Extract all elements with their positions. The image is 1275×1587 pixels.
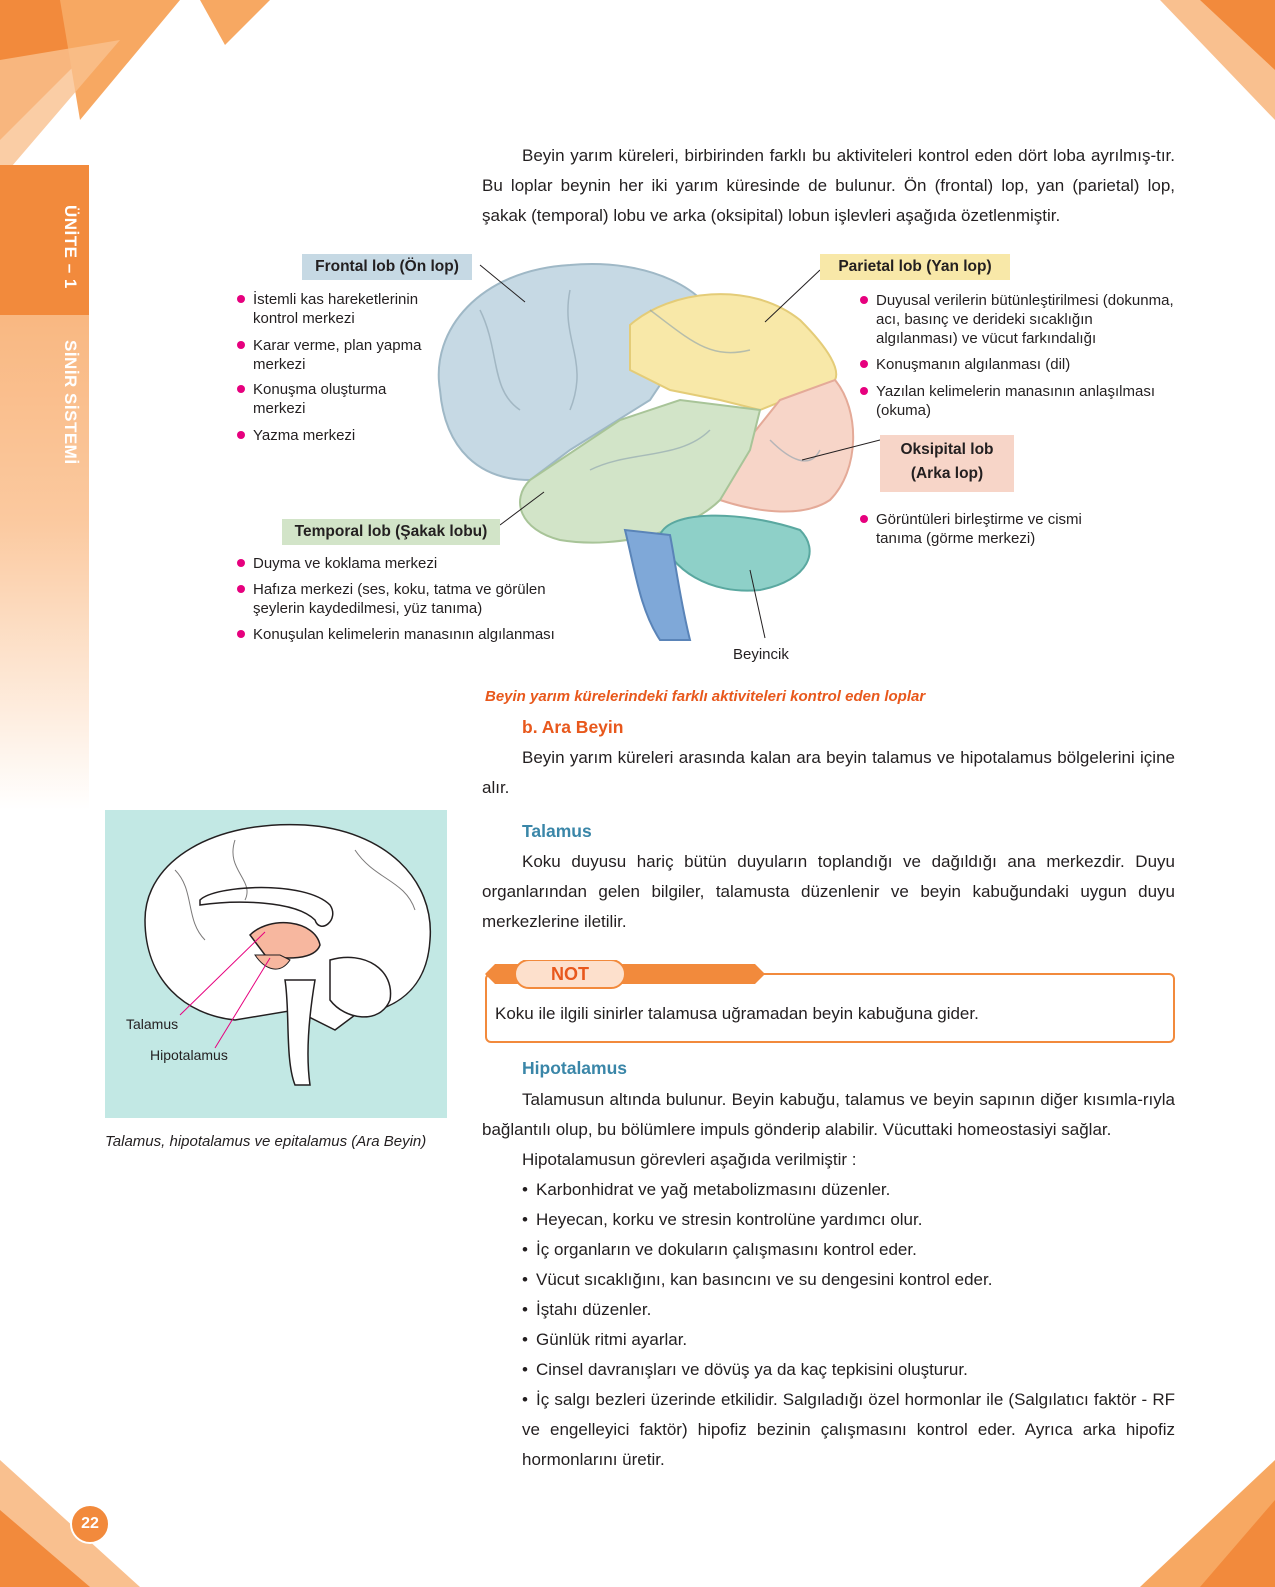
unit-label: ÜNİTE – 1 [61, 205, 80, 289]
hipotalamus-item-6: • Günlük ritmi ayarlar. [522, 1330, 688, 1349]
section-b-title: b. Ara Beyin [522, 717, 624, 737]
hipotalamus-item-8: • İç salgı bezleri üzerinde etkilidir. Salgıladığı özel hormonlar ile (Salgılatıcı faktör - RF ve engelleyici faktör) hipofiz bezinin çalışmasını kontrol eder. Ayrıca arka hipofiz hormonlarını üretir. [522, 1390, 1175, 1469]
frontal-lobe-title: Frontal lob (Ön lop) [302, 254, 472, 280]
talamus-label: Talamus [126, 1016, 179, 1032]
section-b-text: Beyin yarım küreleri arasında kalan ara beyin talamus ve hipotalamus bölgelerini içine alır. [482, 748, 1175, 797]
hipotalamus-item-3: • İç organların ve dokuların çalışmasını kontrol eder. [522, 1240, 917, 1259]
frontal-item-3: Konuşma oluşturma merkezi [253, 380, 413, 418]
hipotalamus-item-7: • Cinsel davranışları ve dövüş ya da kaç tepkisini oluşturur. [522, 1360, 968, 1379]
hipotalamus-item-4: • Vücut sıcaklığını, kan basıncını ve su dengesini kontrol eder. [522, 1270, 993, 1289]
hipotalamus-title: Hipotalamus [522, 1058, 628, 1078]
cerebellum-label: Beyincik [733, 646, 789, 663]
hipotalamus-text: Talamusun altında bulunur. Beyin kabuğu, talamus ve beyin sapının diğer kısımla-rıyla bağlantılı olup, bu bölümlere impuls gönderip alabilir. Vücuttaki homeostasiyi sağlar. [482, 1090, 1175, 1139]
frontal-item-2: Karar verme, plan yapma merkezi [253, 336, 453, 374]
talamus-title: Talamus [522, 821, 592, 841]
note-text: Koku ile ilgili sinirler talamusa uğramadan beyin kabuğuna gider. [495, 1004, 979, 1023]
diencephalon-illustration [105, 810, 447, 1118]
figure1-caption: Beyin yarım kürelerindeki farklı aktiviteleri kontrol eden loplar [485, 688, 926, 705]
temporal-lobe-title: Temporal lob (Şakak lobu) [282, 519, 500, 545]
frontal-item-1: İstemli kas hareketlerinin kontrol merkezi [253, 290, 453, 328]
hipotalamus-item-2: • Heyecan, korku ve stresin kontrolüne yardımcı olur. [522, 1210, 923, 1229]
parietal-item-3: Yazılan kelimelerin manasının anlaşılması (okuma) [876, 382, 1176, 420]
intro-paragraph: Beyin yarım küreleri, birbirinden farklı bu aktiviteleri kontrol eden dört loba ayrılmış-tır. Bu loplar beynin her iki yarım küresinde de bulunur. Ön (frontal) lop, yan (parietal) lop, şakak (temporal) lobu ve arka (oksipital) lobun işlevleri aşağıda özetlenmiştir. [482, 146, 1175, 225]
figure2-caption: Talamus, hipotalamus ve epitalamus (Ara Beyin) [105, 1133, 427, 1150]
parietal-item-2: Konuşmanın algılanması (dil) [876, 355, 1176, 374]
occipital-item-1: Görüntüleri birleştirme ve cismi tanıma (görme merkezi) [876, 510, 1106, 548]
occipital-lobe-title: Oksipital lob (Arka lop) [880, 435, 1014, 492]
frontal-item-4: Yazma merkezi [253, 426, 453, 445]
hipotalamus-item-5: • İştahı düzenler. [522, 1300, 652, 1319]
page-number: 22 [70, 1504, 110, 1544]
talamus-text: Koku duyusu hariç bütün duyuların toplandığı ve dağıldığı ana merkezdir. Duyu organlarından gelen bilgiler, talamusta düzenlenir ve beyin kabuğundaki uygun duyu merkezlerine iletilir. [482, 852, 1175, 931]
note-label: NOT [551, 964, 589, 984]
hipotalamus-list-intro: Hipotalamusun görevleri aşağıda verilmiştir : [522, 1150, 857, 1169]
hipotalamus-label: Hipotalamus [150, 1047, 228, 1063]
parietal-lobe-title: Parietal lob (Yan lop) [820, 254, 1010, 280]
chapter-label: SİNİR SİSTEMİ [61, 340, 80, 465]
temporal-item-1: Duyma ve koklama merkezi [253, 554, 513, 573]
temporal-item-2: Hafıza merkezi (ses, koku, tatma ve görülen şeylerin kaydedilmesi, yüz tanıma) [253, 580, 553, 618]
hipotalamus-item-1: • Karbonhidrat ve yağ metabolizmasını düzenler. [522, 1180, 891, 1199]
parietal-item-1: Duyusal verilerin bütünleştirilmesi (dokunma, acı, basınç ve derideki sıcaklığın algılanması) ve vücut farkındalığı [876, 291, 1176, 348]
diencephalon-figure [105, 810, 447, 1118]
temporal-item-3: Konuşulan kelimelerin manasının algılanması [253, 625, 583, 644]
